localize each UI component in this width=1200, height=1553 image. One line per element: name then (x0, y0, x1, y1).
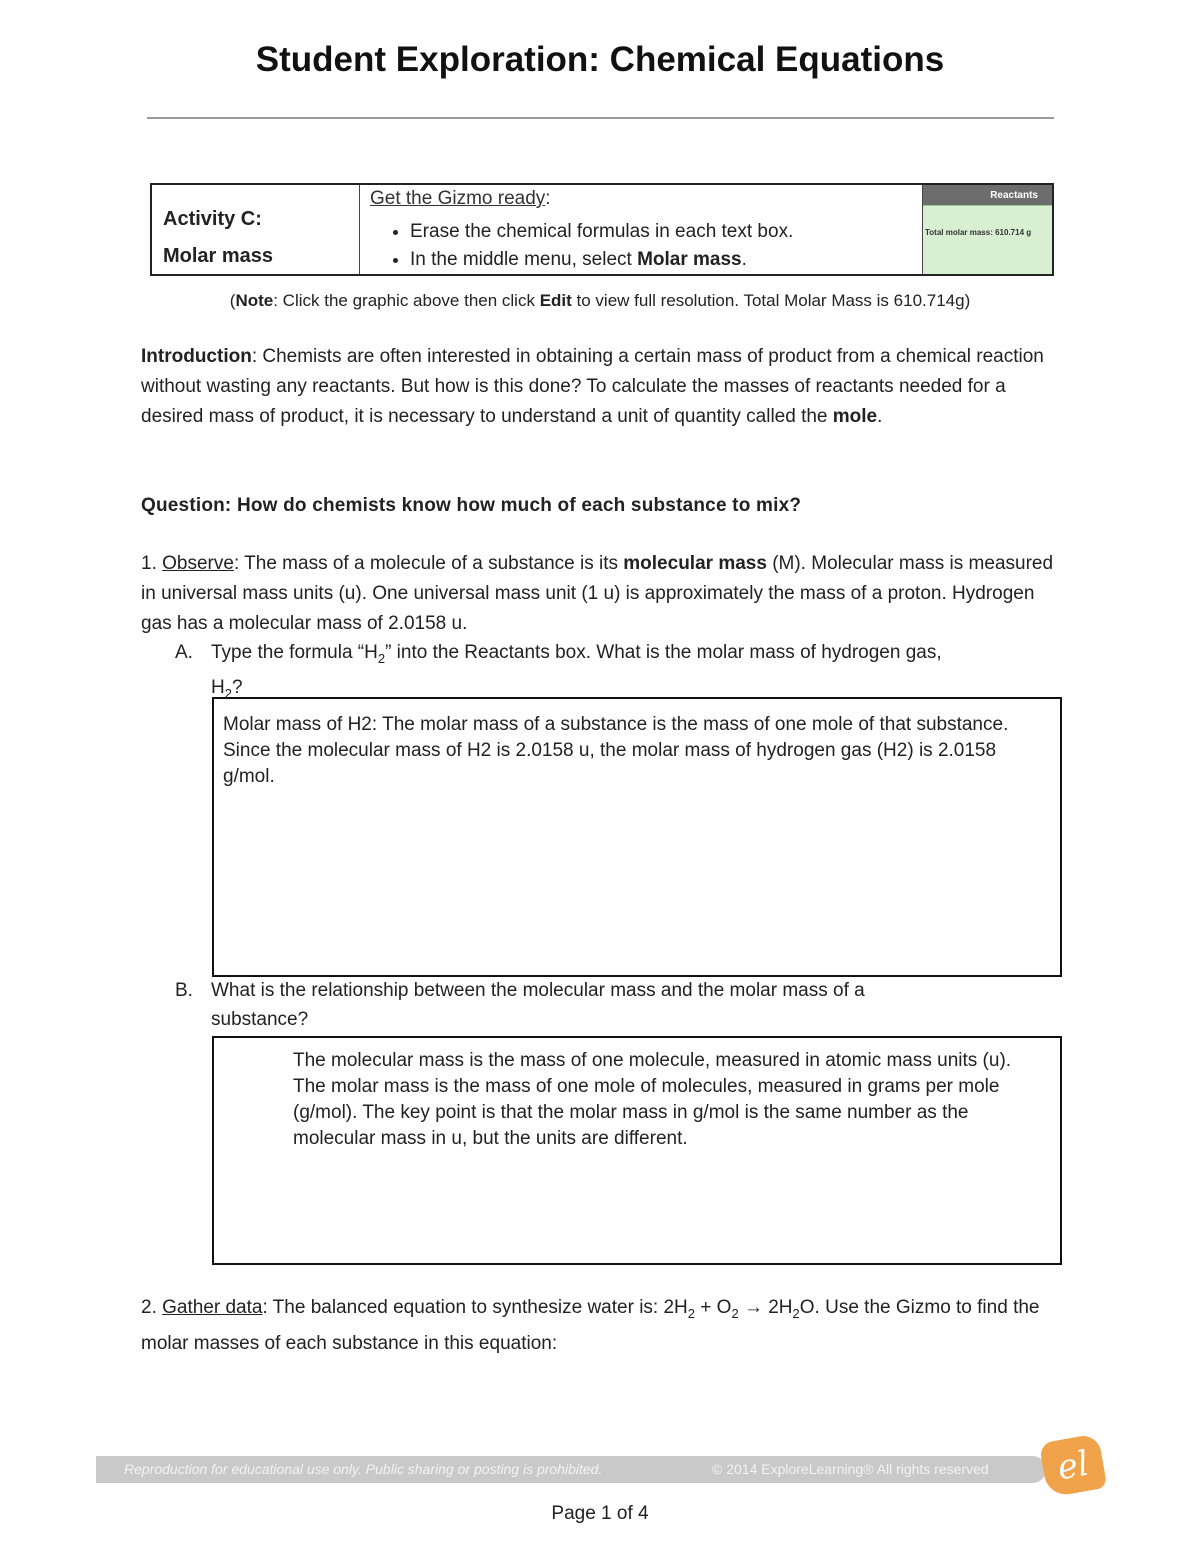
explorelearning-logo-icon: el (1039, 1433, 1108, 1498)
footer-reproduction-notice: Reproduction for educational use only. Public sharing or posting is prohibited. (124, 1461, 603, 1477)
page-number: Page 1 of 4 (551, 1503, 649, 1524)
gizmo-reactants-header: Reactants (923, 185, 1052, 205)
activity-label: Activity C: (163, 208, 262, 230)
title-divider (147, 117, 1054, 119)
introduction-paragraph: Introduction: Chemists are often interested in obtaining a certain mass of product from a chemical reaction without wasting any reactants. But how is this done? To calculate the masses of reactants needed for a desired mass of product, it is necessary to understand a unit of quantity called the mole. (141, 346, 1044, 427)
activity-header-table (150, 183, 1054, 276)
page-title: Student Exploration: Chemical Equations (255, 40, 945, 79)
gizmo-total-molar-mass: Total molar mass: 610.714 g (923, 205, 1052, 274)
activity-label-cell (152, 185, 360, 274)
activity-name: Molar mass (163, 245, 274, 267)
question-1a: A. Type the formula “$H_2$” into the Reactants box. What is the molar mass of hydrogen gas, $H_2$? (175, 642, 942, 701)
gizmo-ready-bullet-1: • Erase the chemical formulas in each text box. (410, 218, 922, 246)
observe-paragraph: 1. Observe: The mass of a molecule of a substance is its molecular mass (M). Molecular mass is measured in universal mass units (u). One universal mass unit (1 u) is approximately the mass of a proton. Hydrogen gas has a molecular mass of 2.0158 u. (141, 553, 1054, 634)
question-1b: B. What is the relationship between the molecular mass and the molar mass of a substance? (175, 980, 865, 1030)
footer-copyright: © 2014 ExploreLearning® All rights reserved (712, 1461, 989, 1477)
gizmo-screenshot-cell[interactable] (923, 185, 1052, 274)
gizmo-ready-heading: Get the Gizmo ready: (370, 188, 551, 209)
gather-data-paragraph: 2. Gather data: The balanced equation to synthesize water is: $2H_2 + O_2 \to 2H_2O$. Use the Gizmo to find the molar masses of each substance in this equation: (141, 1297, 1040, 1354)
answer-box-1b[interactable]: The molecular mass is the mass of one molecule, measured in atomic mass units (u). The molar mass is the mass of one mole of molecules, measured in grams per mole (g/mol). The key point is that the molar mass in g/mol is the same number as the molecular mass in u, but the units are different. (212, 1036, 1062, 1265)
gizmo-ready-list (370, 218, 922, 274)
gizmo-ready-bullet-2: • In the middle menu, select Molar mass. (410, 246, 922, 274)
gizmo-ready-cell (360, 185, 923, 274)
note-line: (Note: Click the graphic above then click Edit to view full resolution. Total Molar Mass is 610.714g) (229, 291, 971, 310)
question-heading: Question: How do chemists know how much of each substance to mix? (141, 495, 802, 516)
answer-box-1a[interactable]: Molar mass of H2: The molar mass of a substance is the mass of one mole of that substance. Since the molecular mass of H2 is 2.0158 u, the molar mass of hydrogen gas (H2) is 2.0158 g/mol. (212, 697, 1062, 977)
